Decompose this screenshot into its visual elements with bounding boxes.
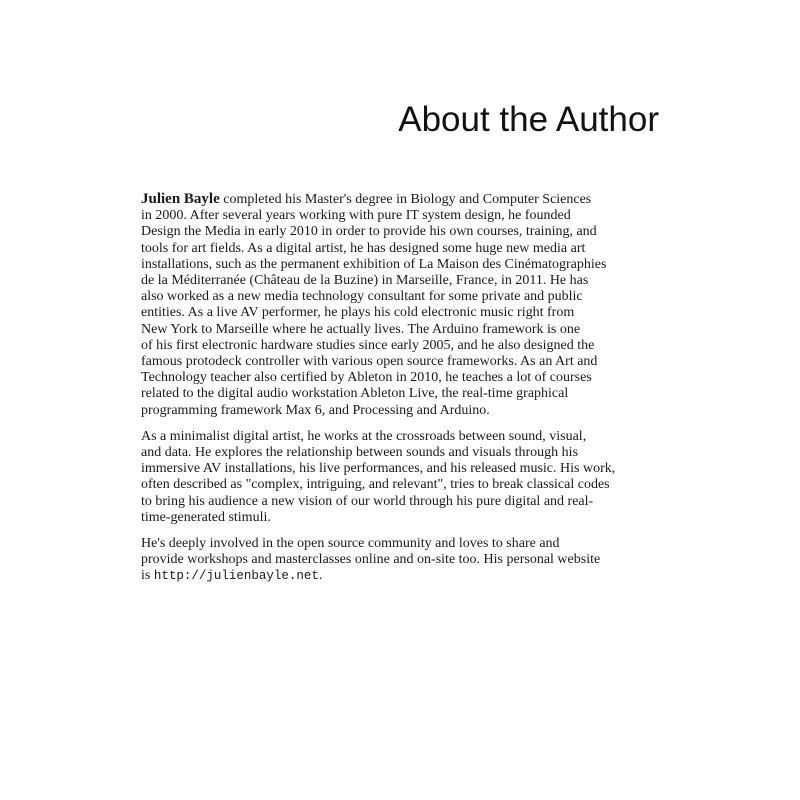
text-line: tools for art fields. As a digital artist, he has designed some huge new media art xyxy=(141,240,586,256)
text-line: of his first electronic hardware studies since early 2005, and he also designed the xyxy=(141,337,595,353)
text-run: . xyxy=(318,568,323,584)
page-title: About the Author xyxy=(398,100,659,139)
text-line: New York to Marseille where he actually lives. The Arduino framework is one xyxy=(141,321,581,337)
text-line: and data. He explores the relationship between sounds and visuals through his xyxy=(141,445,579,461)
bio-paragraph-3 xyxy=(141,536,661,585)
author-bio xyxy=(141,191,661,595)
text-line: in 2000. After several years working with pure IT system design, he founded xyxy=(141,208,571,224)
text-line xyxy=(141,568,661,584)
text-line: He's deeply involved in the open source community and loves to share and xyxy=(141,536,560,552)
text-line: entities. As a live AV performer, he plays his cold electronic music right from xyxy=(141,305,575,321)
text-line: Technology teacher also certified by Ableton in 2010, he teaches a lot of courses xyxy=(141,370,592,386)
text-line: time-generated stimuli. xyxy=(141,509,271,525)
text-line: As a minimalist digital artist, he works at the crossroads between sound, visual, xyxy=(141,428,587,444)
text-line: programming framework Max 6, and Processing and Arduino. xyxy=(141,402,490,418)
author-name: Julien Bayle xyxy=(141,191,220,207)
website-url: http://julienbayle.net xyxy=(153,569,319,584)
text-run: is xyxy=(141,568,154,584)
text-line: also worked as a new media technology consultant for some private and public xyxy=(141,289,583,305)
text-line: provide workshops and masterclasses online and on-site too. His personal website xyxy=(141,552,601,568)
text-line: installations, such as the permanent exhibition of La Maison des Cinématographies xyxy=(141,256,607,272)
text-line xyxy=(141,191,661,208)
text-line: to bring his audience a new vision of our world through his pure digital and real- xyxy=(141,493,594,509)
text-line: famous protodeck controller with various open source frameworks. As an Art and xyxy=(141,354,598,370)
text-run: completed his Master's degree in Biology and Computer Sciences xyxy=(219,192,592,207)
bio-paragraph-2 xyxy=(141,429,661,526)
bio-paragraph-1 xyxy=(141,191,661,419)
text-line: often described as "complex, intriguing, and relevant", tries to break classical codes xyxy=(141,477,610,493)
text-line: immersive AV installations, his live performances, and his released music. His work, xyxy=(141,461,616,477)
text-line: related to the digital audio workstation Ableton Live, the real-time graphical xyxy=(141,386,569,402)
text-line: de la Méditerranée (Château de la Buzine) in Marseille, France, in 2011. He has xyxy=(141,273,589,289)
text-line: Design the Media in early 2010 in order to provide his own courses, training, and xyxy=(141,224,597,240)
